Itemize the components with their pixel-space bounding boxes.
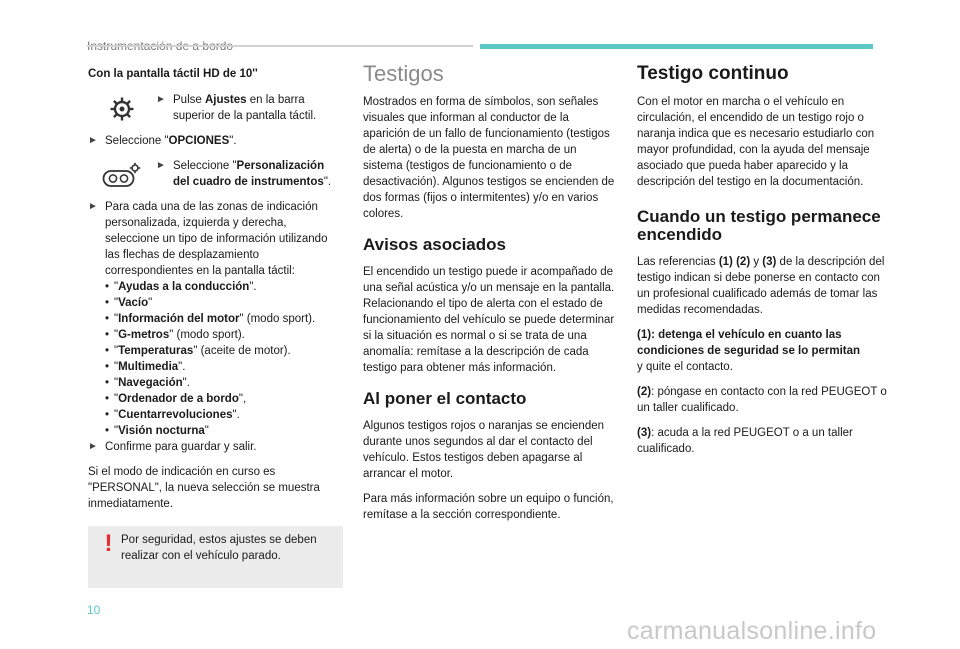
arrow-bullet-icon: ► <box>88 201 98 212</box>
step-zonas <box>88 199 343 279</box>
column-testigos <box>363 61 618 523</box>
option-item: • "Cuentarrevoluciones". <box>105 407 343 423</box>
step-text: Pulse Ajustes en la barra superior de la pantalla táctil. <box>173 94 317 122</box>
paragraph: Con el motor en marcha o el vehículo en circulación, el encendido de un testigo rojo o naranja indica que es necesario estudiarlo con mayor profundidad, con la ayuda del mensaje asociado que pueda haber aparecido y la descripción del testigo en la documentación. <box>637 96 875 188</box>
header-accent-bar <box>480 44 873 49</box>
step-confirme <box>88 439 343 455</box>
option-item: • "Multimedia". <box>105 359 343 375</box>
step-text: Para cada una de las zonas de indicación personalizada, izquierda y derecha, seleccione un tipo de información utilizando las flechas de desplazamiento correspondientes en la pantalla táctil: <box>105 201 328 277</box>
section-heading: Con la pantalla táctil HD de 10'' <box>88 68 258 80</box>
step-text: Seleccione "Personalización del cuadro de instrumentos". <box>173 160 332 188</box>
section-title: Testigo continuo <box>637 63 789 84</box>
step-ajustes <box>88 92 343 124</box>
section-heading: Cuando un testigo permanece encendido <box>637 207 881 244</box>
warning-text: Por seguridad, estos ajustes se deben realizar con el vehículo parado. <box>121 534 317 562</box>
section-heading: Avisos asociados <box>363 235 506 254</box>
option-item: • "Ayudas a la conducción". <box>105 279 343 295</box>
page-title: Testigos <box>363 61 444 86</box>
paragraph: Si el modo de indicación en curso es "PERSONAL", la nueva selección se muestra inmediatamente. <box>88 466 320 510</box>
step-text: Confirme para guardar y salir. <box>105 441 257 453</box>
header-rule <box>87 45 473 47</box>
paragraph: Mostrados en forma de símbolos, son señales visuales que informan al conductor de la aparición de un fallo de funcionamiento (testigos de alerta) o de la puesta en marcha de un sistema (testigos de funcionamiento o de desactivación). Algunos testigos se encienden de dos formas (fijos o intermitentes) y/o en varios colores. <box>363 96 615 220</box>
column-settings <box>88 66 343 588</box>
step-personalizacion <box>88 158 343 190</box>
arrow-bullet-icon: ► <box>156 94 166 105</box>
options-list <box>88 279 343 439</box>
option-item: • "Navegación". <box>105 375 343 391</box>
paragraph: Para más información sobre un equipo o función, remítase a la sección correspondiente. <box>363 493 614 521</box>
warning-box <box>88 526 343 588</box>
gear-icon <box>88 92 156 122</box>
paragraph: Relacionando el tipo de alerta con el estado de funcionamiento del vehículo se puede determinar si la situación es normal o si se trata de una anomalía: remítase a la descripción de cada testigo para obtener más información. <box>363 298 615 374</box>
option-item: • "Información del motor" (modo sport). <box>105 311 343 327</box>
arrow-bullet-icon: ► <box>88 135 98 146</box>
page-number: 10 <box>87 603 101 617</box>
arrow-bullet-icon: ► <box>156 160 166 171</box>
reference-item: (3): acuda a la red PEUGEOT o a un taller cualificado. <box>637 427 853 455</box>
step-opciones <box>88 133 343 149</box>
option-item: • "Ordenador de a bordo", <box>105 391 343 407</box>
section-heading: Al poner el contacto <box>363 389 527 408</box>
paragraph: El encendido un testigo puede ir acompañado de una señal acústica y/o un mensaje en la pantalla. <box>363 266 615 294</box>
option-item: • "Temperaturas" (aceite de motor). <box>105 343 343 359</box>
arrow-bullet-icon: ► <box>88 441 98 452</box>
reference-item: (1): detenga el vehículo en cuanto las condiciones de seguridad se lo permitan y quite el contacto. <box>637 329 861 373</box>
step-text: Seleccione "OPCIONES". <box>105 135 237 147</box>
watermark-text: carmanualsonline.info <box>627 617 877 645</box>
paragraph: Algunos testigos rojos o naranjas se encienden durante unos segundos al dar el contacto del vehículo. Estos testigos deben apagarse al arrancar el motor. <box>363 420 605 480</box>
option-item: • "G-metros" (modo sport). <box>105 327 343 343</box>
instrument-cluster-settings-icon <box>88 158 156 188</box>
warning-exclamation-icon: ! <box>104 530 113 557</box>
reference-item: (2): póngase en contacto con la red PEUGEOT o un taller cualificado. <box>637 386 887 414</box>
option-item: • "Vacío" <box>105 295 343 311</box>
paragraph: Las referencias (1) (2) y (3) de la descripción del testigo indican si debe ponerse en contacto con un profesional cualificado además de tomar las medidas recomendadas. <box>637 256 885 316</box>
column-testigo-continuo <box>637 63 892 457</box>
option-item: • "Visión nocturna" <box>105 423 343 439</box>
